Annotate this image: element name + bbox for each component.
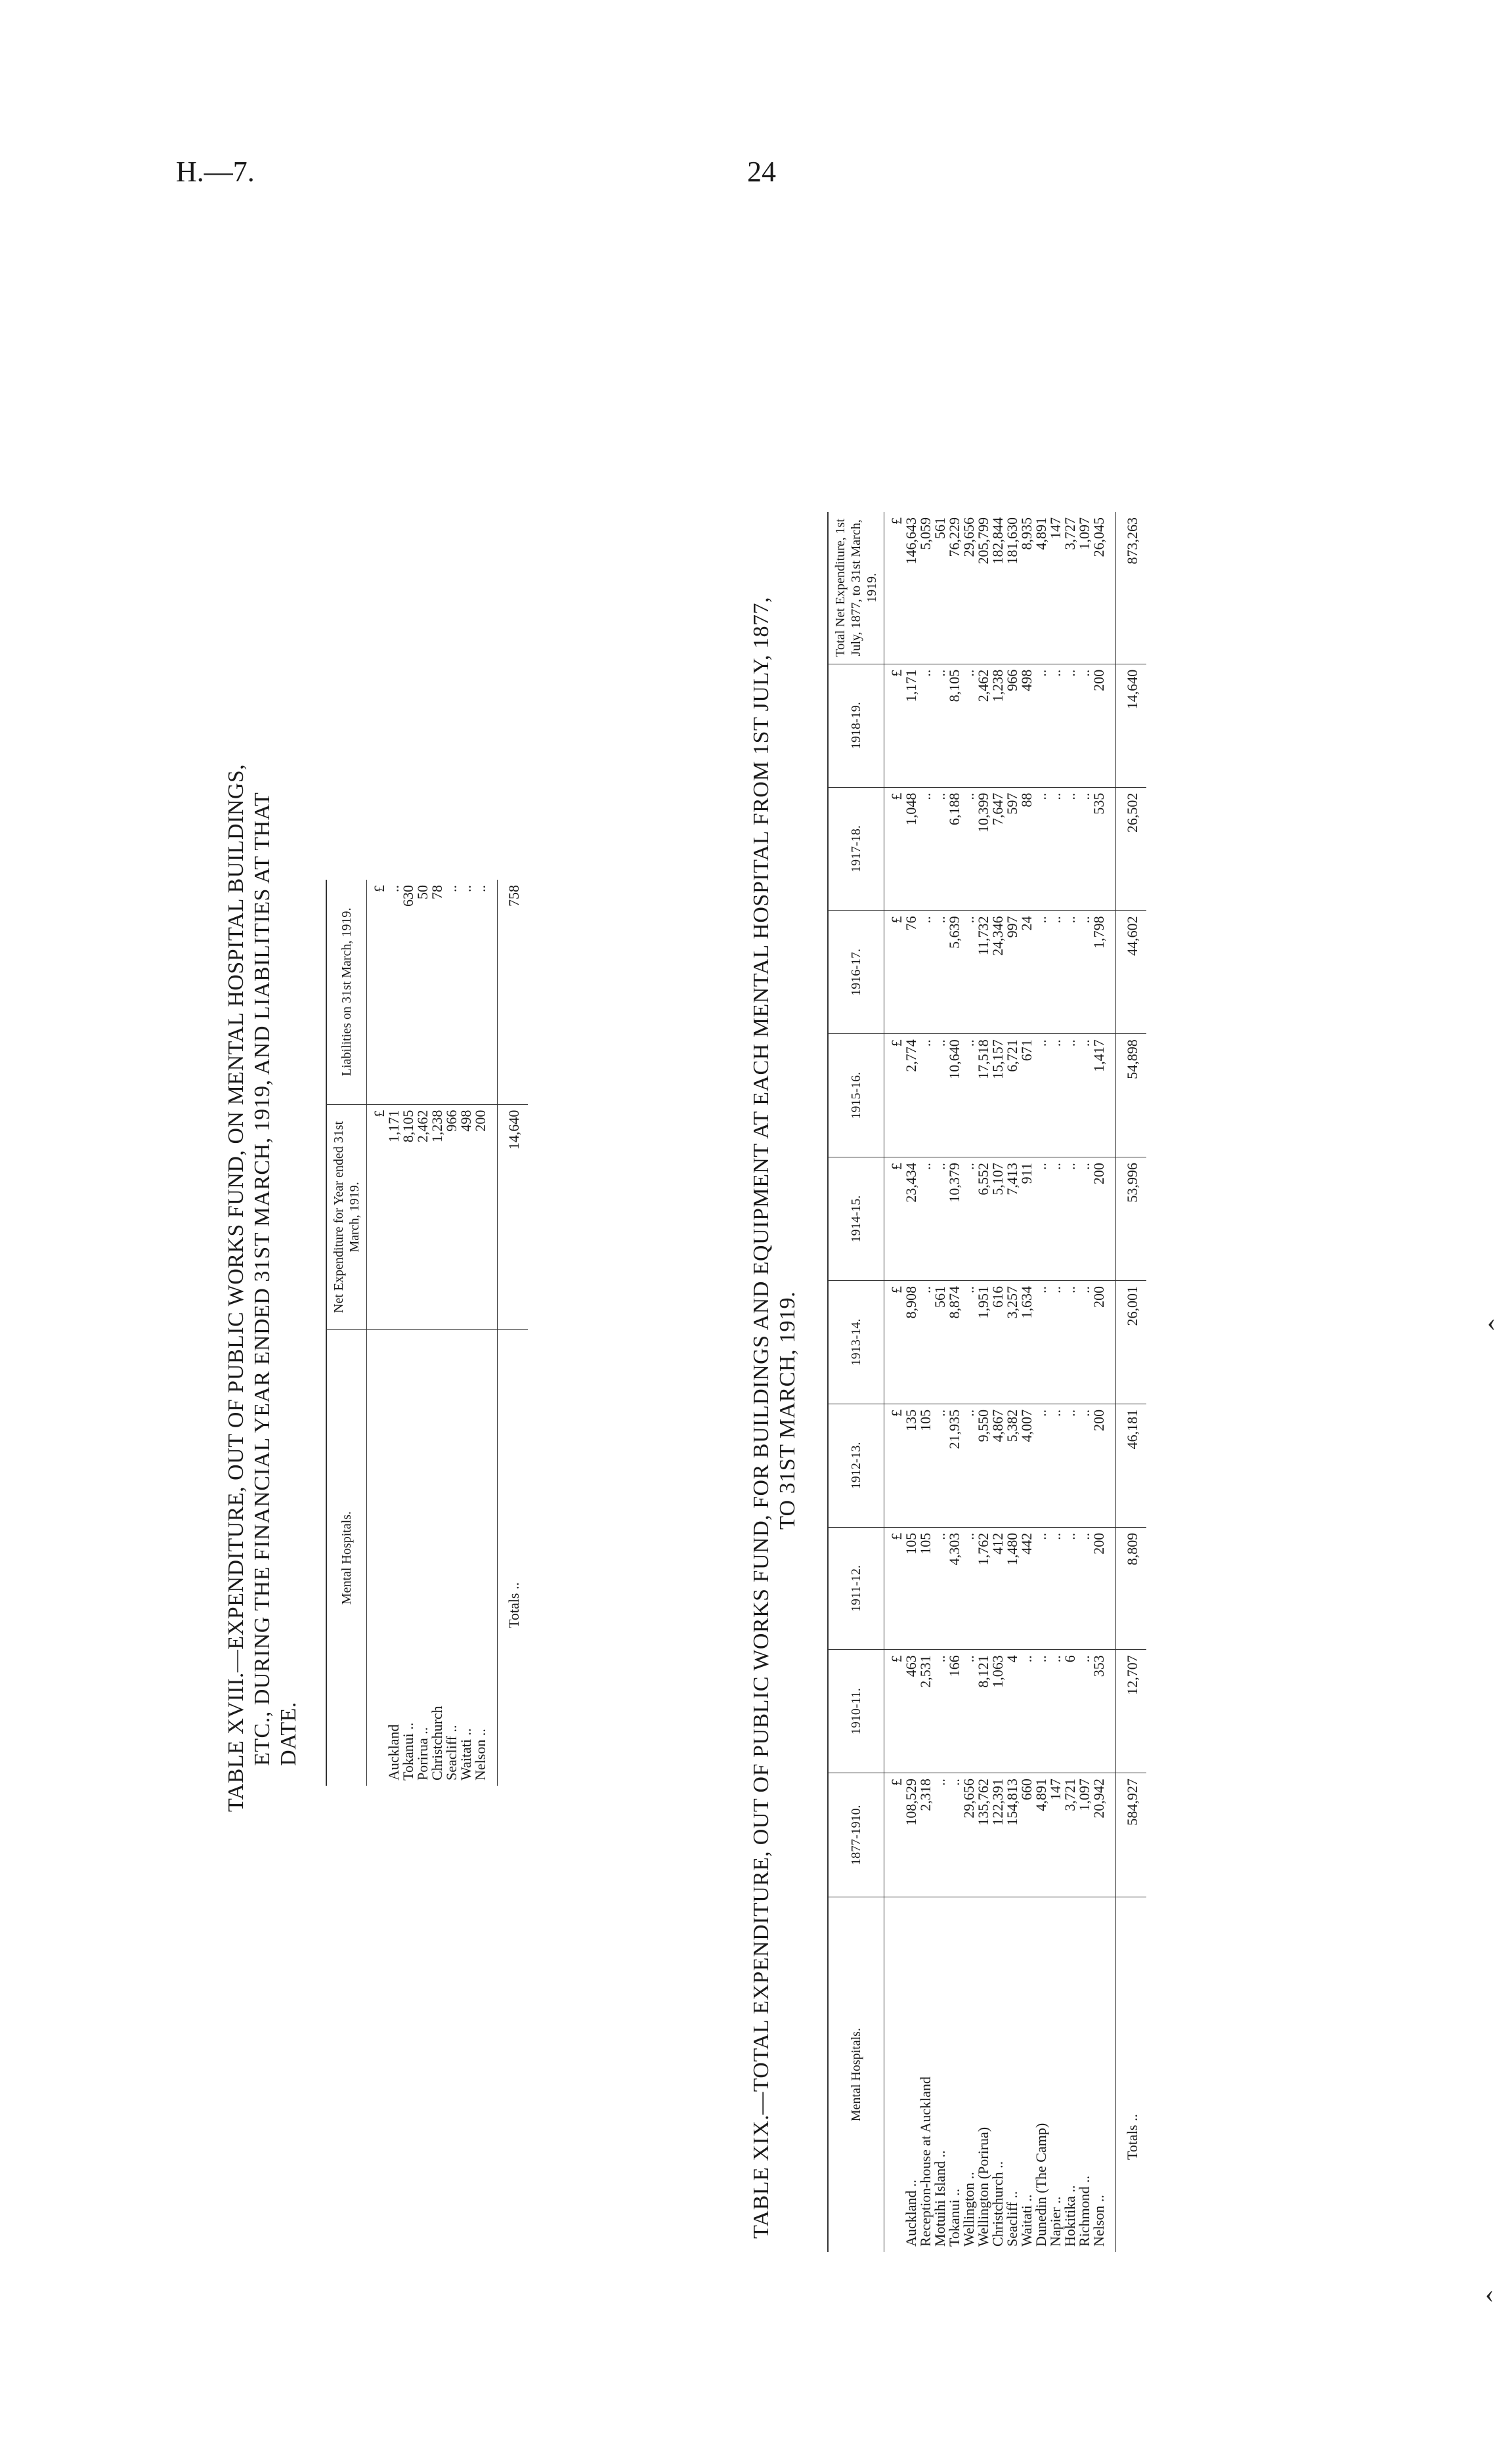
t19-value-cell: 200 [1092,1281,1116,1404]
t19-value-cell: .. [962,1157,976,1281]
t19-value-cell: 23,434 [904,1157,918,1281]
t19-value-cell: 5,059 [918,512,933,664]
t19-value-cell: .. [1034,911,1048,1034]
t19-value-cell: 7,647 [991,787,1005,911]
t19-col-header: 1910-11. [828,1650,884,1773]
t19-unit-cell: £ [884,1527,905,1650]
t19-hospital-name: Auckland .. [903,2179,919,2247]
t19-value-cell: .. [933,1404,947,1527]
table-19-title [748,479,801,2252]
t18-hospital-name: Seacliff .. [443,1725,460,1780]
t19-value-cell: 966 [1005,664,1020,787]
t19-value-cell: 6,552 [976,1157,991,1281]
t18-col-expenditure: Net Expenditure for Year ended 31st March, 1919. [326,1104,367,1330]
t19-value-cell: 1,634 [1020,1281,1034,1404]
margin-mark: ‹ [1487,1307,1496,1337]
t18-unit-blank [367,1330,387,1786]
t19-value-cell: .. [1077,1650,1092,1773]
t19-value-cell: .. [933,787,947,911]
t19-value-cell: .. [962,1650,976,1773]
t19-value-cell: .. [1034,1404,1048,1527]
t19-value-cell: 1,951 [976,1281,991,1404]
t19-value-cell: 181,630 [1005,512,1020,664]
t19-value-cell: .. [1020,1650,1034,1773]
t19-value-cell: 200 [1092,1157,1116,1281]
t19-value-cell: 20,942 [1092,1773,1116,1897]
t19-value-cell: 8,121 [976,1650,991,1773]
t19-value-cell: .. [918,664,933,787]
t19-value-cell: .. [1034,664,1048,787]
t19-value-cell: 561 [933,512,947,664]
t19-value-cell: .. [1048,664,1063,787]
t19-value-cell: .. [1077,787,1092,911]
t19-value-cell: 535 [1092,787,1116,911]
t19-hospital-name: Seacliff .. [1004,2191,1020,2247]
t19-value-cell: 8,908 [904,1281,918,1404]
t19-value-cell: .. [1034,1281,1048,1404]
t19-value-cell: 671 [1020,1034,1034,1157]
t19-value-cell: .. [1034,1650,1048,1773]
t18-expenditure-cell: 200 [473,1104,498,1330]
t19-value-cell: .. [1063,911,1077,1034]
t19-col-header: 1914-15. [828,1157,884,1281]
t19-value-cell: 200 [1092,1527,1116,1650]
t19-value-cell: .. [918,1034,933,1157]
t18-totals-liabilities: 758 [498,880,529,1104]
t18-expenditure-cell: 966 [444,1104,459,1330]
t19-unit-cell: £ [884,664,905,787]
t18-hospital-name: Nelson .. [472,1729,488,1780]
table-18-title-line2: ETC., DURING THE FINANCIAL YEAR ENDED 31ST MARCH, 1919, AND LIABILITIES AT THAT [250,792,274,1766]
t19-value-cell: 166 [947,1650,962,1773]
table-18 [326,880,528,1786]
t19-value-cell: 76 [904,911,918,1034]
t19-unit-cell: £ [884,1404,905,1527]
t19-unit-cell: £ [884,1650,905,1773]
t19-col-header: Total Net Expenditure, 1st July, 1877, to 31st March, 1919. [828,512,884,664]
t19-col-header: 1918-19. [828,664,884,787]
t19-hospital-name: Motuihi Island .. [932,2150,948,2247]
t19-value-cell: .. [1077,664,1092,787]
t18-expenditure-cell: 2,462 [416,1104,430,1330]
t18-liabilities-cell: .. [444,880,459,1104]
table-row [991,512,1005,2252]
t19-value-cell: 4,891 [1034,1773,1048,1897]
t19-value-cell: 135 [904,1404,918,1527]
table-19 [827,512,1146,2252]
t19-value-cell: .. [1063,787,1077,911]
t19-value-cell: 29,656 [962,512,976,664]
t19-value-cell: 105 [904,1527,918,1650]
t19-value-cell: 8,874 [947,1281,962,1404]
t19-value-cell: .. [962,1527,976,1650]
t19-unit-blank [884,1897,905,2252]
t18-liabilities-cell: .. [473,880,498,1104]
t19-value-cell: .. [1048,1404,1063,1527]
t19-value-cell: 5,639 [947,911,962,1034]
t19-value-cell: 1,417 [1092,1034,1116,1157]
t19-value-cell: 997 [1005,911,1020,1034]
t19-value-cell: 24,346 [991,911,1005,1034]
table-19-title-line2: TO 31ST MARCH, 1919. [775,1291,800,1530]
t19-totals-label: Totals .. [1116,1897,1147,2252]
table-row [918,512,933,2252]
t19-totals-cell: 53,996 [1116,1157,1147,1281]
t19-unit-row [884,512,905,2252]
t19-value-cell: 4,303 [947,1527,962,1650]
t19-value-cell: .. [1048,787,1063,911]
t19-totals-cell: 14,640 [1116,664,1147,787]
t19-hospital-name: Hokitika .. [1062,2185,1078,2247]
t19-value-cell: 17,518 [976,1034,991,1157]
t19-value-cell: 1,798 [1092,911,1116,1034]
t19-value-cell: .. [1048,1157,1063,1281]
t19-value-cell: 1,063 [991,1650,1005,1773]
t18-unit-cell: £ [367,1104,387,1330]
t19-hospital-name: Richmond .. [1076,2175,1092,2247]
t19-value-cell: 6,188 [947,787,962,911]
t19-value-cell: 1,097 [1077,1773,1092,1897]
t18-liabilities-cell: 78 [430,880,444,1104]
t18-hospital-name: Porirua .. [414,1727,431,1780]
t19-value-cell: 11,732 [976,911,991,1034]
t19-value-cell: .. [1063,664,1077,787]
t19-value-cell: 9,550 [976,1404,991,1527]
t19-value-cell: 7,413 [1005,1157,1020,1281]
t19-value-cell: 26,045 [1092,512,1116,664]
t19-value-cell: 105 [918,1527,933,1650]
t19-totals-cell: 873,263 [1116,512,1147,664]
table-18-title-line1: TABLE XVIII.—EXPENDITURE, OUT OF PUBLIC WORKS FUND, ON MENTAL HOSPITAL BUILDINGS, [224,764,248,1812]
table-18-title-line3: DATE. [276,1702,301,1766]
t19-value-cell: 200 [1092,1404,1116,1527]
t19-value-cell: .. [1077,1281,1092,1404]
t19-value-cell: 1,097 [1077,512,1092,664]
t19-totals-cell: 44,602 [1116,911,1147,1034]
margin-mark: ‹ [1485,2279,1494,2308]
t19-value-cell: 108,529 [904,1773,918,1897]
table-19-block [748,479,1146,2252]
t19-value-cell: 154,813 [1005,1773,1020,1897]
t19-value-cell: 597 [1005,787,1020,911]
t19-value-cell: 5,382 [1005,1404,1020,1527]
t19-value-cell: 2,531 [918,1650,933,1773]
t19-value-cell: .. [918,787,933,911]
t19-value-cell: 911 [1020,1157,1034,1281]
table-row [430,880,444,1786]
t19-value-cell: .. [933,664,947,787]
t19-value-cell: 1,762 [976,1527,991,1650]
table-row [976,512,991,2252]
t19-value-cell: 1,238 [991,664,1005,787]
t19-value-cell: .. [1077,911,1092,1034]
t19-value-cell: 200 [1092,664,1116,787]
t19-value-cell: 147 [1048,512,1063,664]
t18-col-hospitals: Mental Hospitals. [326,1330,367,1786]
table-row [459,880,473,1786]
t18-liabilities-cell: .. [387,880,401,1104]
t19-col-header: 1917-18. [828,787,884,911]
t19-value-cell: .. [1063,1034,1077,1157]
t19-value-cell: .. [962,1034,976,1157]
t19-value-cell: 21,935 [947,1404,962,1527]
t19-value-cell: 88 [1020,787,1034,911]
table-row [444,880,459,1786]
t19-value-cell: .. [918,911,933,1034]
t19-value-cell: 561 [933,1281,947,1404]
t19-value-cell: 3,727 [1063,512,1077,664]
table-row [473,880,498,1786]
t19-value-cell: .. [933,911,947,1034]
t19-value-cell: 660 [1020,1773,1034,1897]
t19-hospital-name: Reception-house at Auckland [917,2076,934,2247]
t18-hospital-name: Tokanui .. [400,1722,416,1780]
t19-value-cell: 3,257 [1005,1281,1020,1404]
t19-value-cell: 1,048 [904,787,918,911]
t19-col-header: Mental Hospitals. [828,1897,884,2252]
t19-value-cell: 10,640 [947,1034,962,1157]
t19-unit-cell: £ [884,1281,905,1404]
page-header-code: H.—7. [176,156,255,188]
t19-value-cell: 29,656 [962,1773,976,1897]
t19-value-cell: .. [933,1034,947,1157]
t18-liabilities-cell: .. [459,880,473,1104]
t19-value-cell: 182,844 [991,512,1005,664]
t19-value-cell: 4,891 [1034,512,1048,664]
t19-value-cell: .. [1034,787,1048,911]
t19-hospital-name: Tokanui .. [946,2188,962,2247]
t19-value-cell: 463 [904,1650,918,1773]
t19-value-cell: 412 [991,1527,1005,1650]
t19-value-cell: .. [962,664,976,787]
t19-value-cell: 24 [1020,911,1034,1034]
t19-value-cell: 8,935 [1020,512,1034,664]
t19-value-cell: 4,007 [1020,1404,1034,1527]
t19-value-cell: .. [1077,1157,1092,1281]
t18-expenditure-cell: 1,171 [387,1104,401,1330]
t19-hospital-name: Wellington (Porirua) [975,2126,991,2247]
table-row [1077,512,1092,2252]
t19-value-cell: .. [1063,1404,1077,1527]
t19-value-cell: .. [962,1281,976,1404]
t19-col-header: 1911-12. [828,1527,884,1650]
t19-value-cell: .. [933,1773,947,1897]
t19-unit-cell: £ [884,1773,905,1897]
table-row [1048,512,1063,2252]
t18-expenditure-cell: 498 [459,1104,473,1330]
t18-liabilities-cell: 630 [401,880,416,1104]
t19-col-header: 1915-16. [828,1034,884,1157]
t19-value-cell: 76,229 [947,512,962,664]
t18-hospital-name: Christchurch [429,1706,445,1780]
t18-totals-expenditure: 14,640 [498,1104,529,1330]
t19-value-cell: .. [1048,911,1063,1034]
t19-col-header: 1913-14. [828,1281,884,1404]
t19-totals-cell: 12,707 [1116,1650,1147,1773]
t19-col-header: 1912-13. [828,1404,884,1527]
t19-value-cell: 1,480 [1005,1527,1020,1650]
t18-expenditure-cell: 8,105 [401,1104,416,1330]
t19-value-cell: .. [962,787,976,911]
table-row [401,880,416,1786]
t19-value-cell: .. [1034,1034,1048,1157]
t19-value-cell: .. [1063,1157,1077,1281]
t19-value-cell: 146,643 [904,512,918,664]
t19-value-cell: .. [918,1157,933,1281]
t19-hospital-name: Nelson .. [1091,2195,1107,2247]
t19-col-header: 1916-17. [828,911,884,1034]
t19-totals-row [1116,512,1147,2252]
t19-unit-cell: £ [884,787,905,911]
t19-value-cell: 442 [1020,1527,1034,1650]
t19-totals-cell: 54,898 [1116,1034,1147,1157]
t18-unit-row [367,880,387,1786]
table-18-block [223,696,528,1812]
t19-totals-cell: 26,502 [1116,787,1147,911]
t18-liabilities-cell: 50 [416,880,430,1104]
t19-value-cell: .. [1063,1527,1077,1650]
t19-value-cell: .. [1048,1527,1063,1650]
t19-value-cell: 15,157 [991,1034,1005,1157]
t19-value-cell: .. [1048,1281,1063,1404]
table-row [904,512,918,2252]
t19-value-cell: 616 [991,1281,1005,1404]
t19-totals-cell: 46,181 [1116,1404,1147,1527]
t19-value-cell: 353 [1092,1650,1116,1773]
t19-value-cell: .. [1077,1034,1092,1157]
t18-totals-row [498,880,529,1786]
t19-value-cell: .. [933,1157,947,1281]
t19-value-cell: 2,462 [976,664,991,787]
table-19-title-line1: TABLE XIX.—TOTAL EXPENDITURE, OUT OF PUBLIC WORKS FUND, FOR BUILDINGS AND EQUIPMENT AT EACH MENTAL HOSPITAL FROM 1ST JULY, 1877, [749,597,773,2239]
table-row [1020,512,1034,2252]
t19-value-cell: 3,721 [1063,1773,1077,1897]
t19-totals-cell: 8,809 [1116,1527,1147,1650]
table-row [1092,512,1116,2252]
t19-value-cell: .. [933,1650,947,1773]
table-row [962,512,976,2252]
t19-value-cell: .. [947,1773,962,1897]
t18-col-liabilities: Liabilities on 31st March, 1919. [326,880,367,1104]
t19-value-cell: .. [933,1527,947,1650]
t19-value-cell: 6,721 [1005,1034,1020,1157]
t19-value-cell: 498 [1020,664,1034,787]
t19-unit-cell: £ [884,1157,905,1281]
t19-unit-cell: £ [884,911,905,1034]
t19-hospital-name: Waitati .. [1018,2194,1035,2247]
t19-value-cell: 205,799 [976,512,991,664]
table-row [1034,512,1048,2252]
table-row [1063,512,1077,2252]
t19-value-cell: 10,379 [947,1157,962,1281]
t19-value-cell: 135,762 [976,1773,991,1897]
t19-hospital-name: Dunedin (The Camp) [1033,2123,1049,2247]
table-row [416,880,430,1786]
t19-totals-cell: 26,001 [1116,1281,1147,1404]
t19-value-cell: 8,105 [947,664,962,787]
t19-value-cell: 122,391 [991,1773,1005,1897]
t19-hospital-name: Christchurch .. [989,2161,1006,2247]
t18-expenditure-cell: 1,238 [430,1104,444,1330]
t19-value-cell: .. [1063,1281,1077,1404]
t19-value-cell: .. [1048,1650,1063,1773]
t19-totals-cell: 584,927 [1116,1773,1147,1897]
t18-hospital-name: Waitati .. [458,1728,474,1780]
t19-hospital-name: Napier .. [1047,2196,1064,2247]
t19-unit-cell: £ [884,512,905,664]
page-number: 24 [747,156,776,188]
t19-value-cell: .. [962,1404,976,1527]
t19-value-cell: .. [1048,1034,1063,1157]
t19-value-cell: 6 [1063,1650,1077,1773]
t19-value-cell: .. [962,911,976,1034]
t19-value-cell: 147 [1048,1773,1063,1897]
t19-value-cell: 10,399 [976,787,991,911]
t19-value-cell: .. [1034,1157,1048,1281]
t19-value-cell: .. [1034,1527,1048,1650]
t18-unit-cell: £ [367,880,387,1104]
t19-value-cell: .. [1077,1527,1092,1650]
t19-value-cell: .. [918,1281,933,1404]
t18-totals-label: Totals .. [498,1330,529,1786]
t19-value-cell: 5,107 [991,1157,1005,1281]
t19-value-cell: 2,774 [904,1034,918,1157]
table-row [387,880,401,1786]
t19-unit-cell: £ [884,1034,905,1157]
table-row [1005,512,1020,2252]
table-row [933,512,947,2252]
table-row [947,512,962,2252]
t19-value-cell: .. [1077,1404,1092,1527]
t18-hospital-name: Auckland [385,1724,402,1780]
t19-col-header: 1877-1910. [828,1773,884,1897]
table-18-title [223,696,302,1812]
t19-value-cell: 2,318 [918,1773,933,1897]
t19-value-cell: 1,171 [904,664,918,787]
t19-value-cell: 4,867 [991,1404,1005,1527]
t19-value-cell: 105 [918,1404,933,1527]
t19-value-cell: 4 [1005,1650,1020,1773]
t19-hospital-name: Wellington .. [961,2172,977,2247]
